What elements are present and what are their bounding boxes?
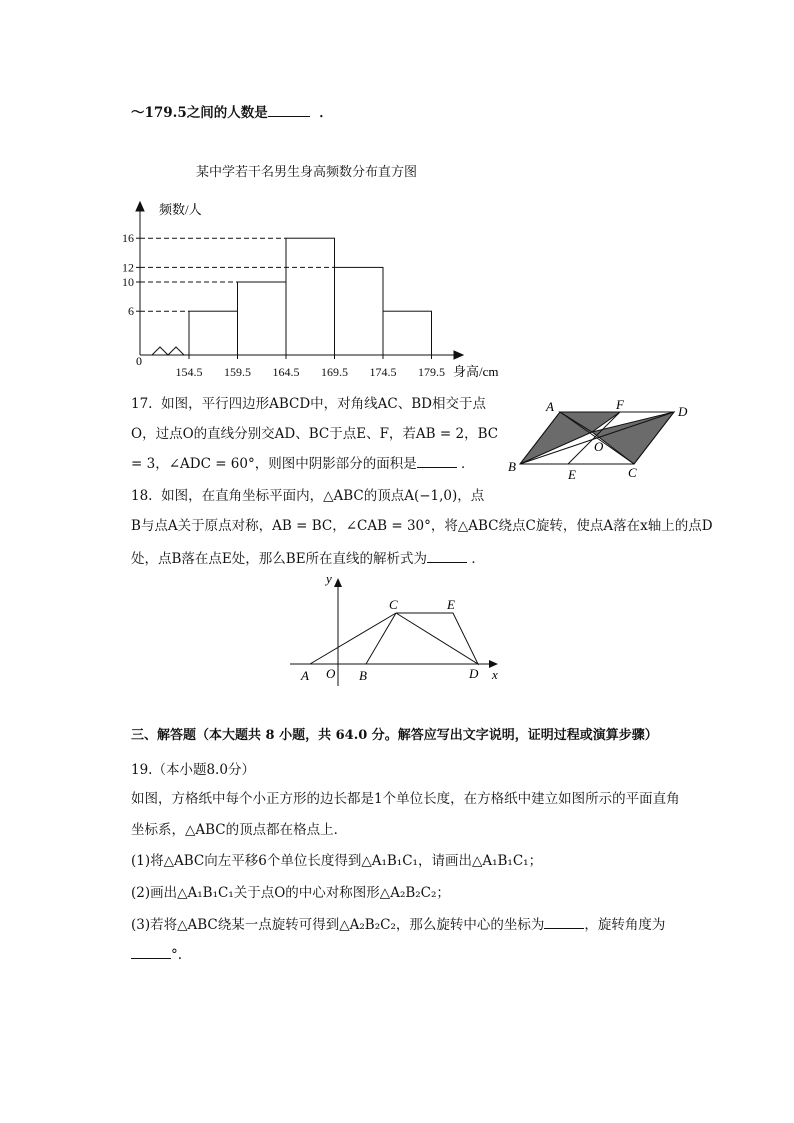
- q18-line-3: [131, 549, 485, 569]
- q19-angle-blank[interactable]: [131, 945, 171, 959]
- q18-label-d: D: [469, 666, 479, 681]
- histogram-axis-break: [152, 347, 184, 355]
- q18-suffix: ．: [471, 551, 485, 567]
- q16-answer-blank[interactable]: [268, 103, 310, 117]
- q18-label-o: O: [326, 666, 336, 681]
- histogram-xlabel: 身高/cm: [453, 364, 499, 379]
- histogram-ylabel: 频数/人: [159, 202, 202, 217]
- histogram-title: 某中学若干名男生身高频数分布直方图: [196, 165, 418, 180]
- q19-item-3-middle: ，旋转角度为: [584, 917, 666, 933]
- histogram-y-tick-label: 6: [128, 304, 134, 319]
- q18-triangle-abc: [310, 613, 396, 664]
- histogram-y-tick-label: 16: [122, 231, 134, 246]
- q17-label-b: B: [508, 459, 516, 474]
- q18-label-x: x: [492, 667, 498, 682]
- q19-item-1: (1)将△ABC向左平移6个单位长度得到△A₁B₁C₁，请画出△A₁B₁C₁；: [131, 853, 543, 869]
- q18-y-arrow: [334, 578, 342, 587]
- q19-item-3-text: (3)若将△ABC绕某一点旋转可得到△A₂B₂C₂，那么旋转中心的坐标为: [131, 917, 545, 933]
- q18-text-1: 如图，在直角坐标平面内，△ABC的顶点A(−1,0)，点: [161, 488, 485, 504]
- histogram-bar: [383, 311, 432, 355]
- section-3-heading: 三、解答题（本大题共 8 小题，共 64.0 分。解答应写出文字说明，证明过程或演算步骤）: [131, 728, 658, 743]
- q18-text-2: B与点A关于原点对称，AB = BC，∠CAB = 30°，将△ABC绕点C旋转，使点A落在x轴上的点D: [131, 518, 713, 534]
- q17-label-d: D: [678, 404, 688, 419]
- q17-line-3: [131, 454, 475, 474]
- q19-item-3-suffix: °.: [171, 947, 183, 963]
- q18-text-3: 处，点B落在点E处，那么BE所在直线的解析式为: [131, 551, 428, 567]
- q17-label-o: O: [594, 439, 604, 454]
- q19-intro-1: 如图，方格纸中每个小正方形的边长都是1个单位长度，在方格纸中建立如图所示的平面直角: [131, 791, 680, 807]
- histogram-bar: [335, 267, 384, 355]
- q18-label-y: y: [326, 571, 332, 586]
- q19-center-blank[interactable]: [544, 915, 584, 929]
- histogram-chart: [122, 195, 515, 390]
- q19-item-2: (2)画出△A₁B₁C₁关于点O的中心对称图形△A₂B₂C₂；: [131, 885, 450, 901]
- q18-label-b: B: [359, 668, 367, 683]
- q19-item-3-cont: [131, 945, 182, 965]
- histogram-x-tick-label: 179.5: [418, 365, 445, 379]
- q17-number: 17.: [131, 396, 153, 412]
- q17-text-1: 如图，平行四边形ABCD中，对角线AC、BD相交于点: [161, 396, 486, 412]
- q17-line-1: [131, 394, 486, 414]
- histogram-y-arrow: [136, 202, 144, 211]
- histogram-origin: 0: [136, 354, 142, 368]
- histogram-x-arrow: [454, 351, 463, 359]
- histogram-bar: [238, 282, 287, 355]
- q17-label-f: F: [616, 397, 624, 412]
- q17-label-a: A: [546, 399, 554, 414]
- q17-text-3: = 3，∠ADC = 60°，则图中阴影部分的面积是: [131, 456, 417, 472]
- q18-triangle-dce: [396, 613, 478, 664]
- histogram-bar: [189, 311, 238, 355]
- histogram-x-tick-label: 169.5: [321, 365, 348, 379]
- q18-label-a: A: [301, 668, 309, 683]
- q16-suffix: ．: [319, 105, 333, 121]
- q16-line: [131, 103, 333, 123]
- q17-label-c: C: [628, 465, 637, 480]
- histogram-bar: [286, 238, 335, 355]
- q17-figure: [502, 396, 702, 484]
- q19-intro-2: 坐标系，△ABC的顶点都在格点上．: [131, 822, 348, 838]
- q18-number: 18.: [131, 488, 153, 504]
- histogram-y-tick-label: 10: [122, 275, 134, 289]
- histogram-x-tick-label: 154.5: [175, 365, 203, 379]
- q17-text-2: O，过点O的直线分别交AD、BC于点E、F，若AB = 2，BC: [131, 426, 499, 442]
- histogram-x-tick-label: 164.5: [272, 365, 300, 379]
- q17-label-e: E: [568, 467, 576, 482]
- histogram-x-tick-label: 159.5: [224, 365, 251, 379]
- q17-answer-blank[interactable]: [417, 454, 457, 468]
- q18-answer-blank[interactable]: [427, 549, 467, 563]
- histogram-y-tick-label: 12: [122, 260, 134, 275]
- histogram-x-tick-label: 174.5: [369, 365, 397, 379]
- q18-figure: [288, 568, 508, 690]
- q19-item-3: [131, 915, 665, 935]
- q17-suffix: ．: [461, 456, 475, 472]
- q16-text: ～179.5之间的人数是: [131, 105, 268, 121]
- q18-line-1: [131, 486, 484, 506]
- q18-label-c: C: [389, 597, 398, 612]
- q18-label-e: E: [447, 597, 455, 612]
- q19-header: 19.（本小题8.0分）: [131, 762, 255, 778]
